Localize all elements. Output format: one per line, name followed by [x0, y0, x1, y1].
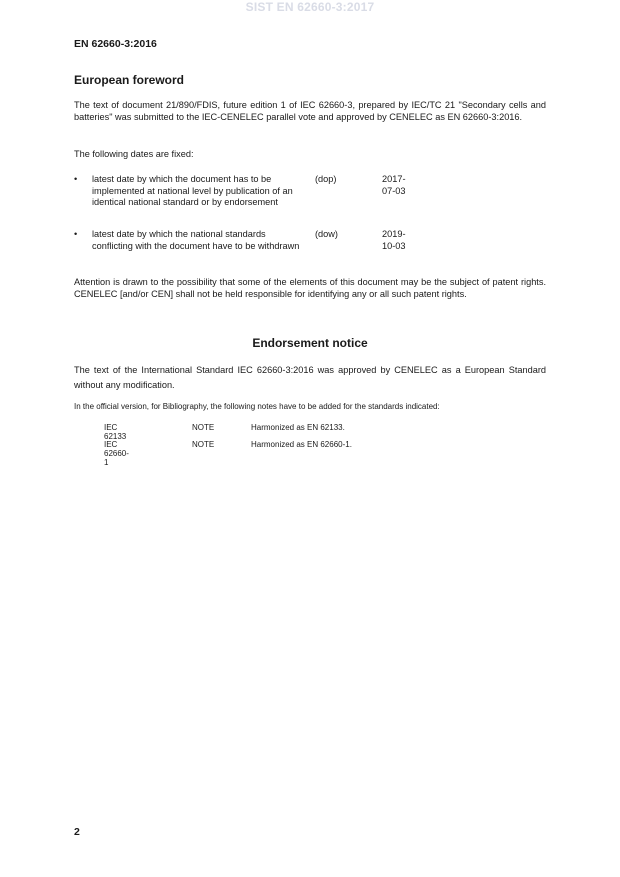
date-item-description: latest date by which the document has to be implemented at national level by publication of an identical national standard or by endorsement [92, 174, 293, 207]
date-item-value: 2019-10-03 [382, 229, 406, 251]
bullet-icon: • [74, 229, 78, 239]
watermark: SIST EN 62660-3:2017 [245, 0, 375, 14]
foreword-intro-paragraph: The text of document 21/890/FDIS, future edition 1 of IEC 62660-3, prepared by IEC/TC 21 "Secondary cells and batteries" was submitted to the IEC-CENELEC parallel vote and approved by CENELEC as EN 62660-3:2016. [74, 100, 546, 122]
date-item-abbreviation: (dow) [315, 229, 338, 239]
european-foreword-heading: European foreword [74, 73, 185, 87]
reference-type: NOTE [192, 440, 215, 449]
patent-attention-paragraph: Attention is drawn to the possibility that some of the elements of this document may be the subject of patent rights. CENELEC [and/or CEN] shall not be held responsible for identifying any or all such patent rights. [74, 277, 546, 299]
date-item-abbreviation: (dop) [315, 174, 337, 184]
reference-standard: IEC 62660-1 [104, 440, 129, 467]
reference-standard: IEC 62133 [104, 423, 127, 441]
endorsement-notice-heading: Endorsement notice [252, 336, 368, 350]
reference-description: Harmonized as EN 62660-1. [251, 440, 352, 449]
endorsement-text: The text of the International Standard IEC 62660-3:2016 was approved by CENELEC as a European Standard without any modification. [74, 365, 546, 390]
date-item-description: latest date by which the national standards conflicting with the document have to be withdrawn [92, 229, 300, 251]
document-id-header: EN 62660-3:2016 [74, 38, 157, 50]
page-number: 2 [74, 826, 80, 838]
date-item-value: 2017-07-03 [382, 174, 406, 196]
reference-type: NOTE [192, 423, 215, 432]
dates-intro-text: The following dates are fixed: [74, 149, 194, 159]
reference-description: Harmonized as EN 62133. [251, 423, 345, 432]
bullet-icon: • [74, 174, 78, 184]
bibliography-note: In the official version, for Bibliography, the following notes have to be added for the standards indicated: [74, 402, 440, 411]
